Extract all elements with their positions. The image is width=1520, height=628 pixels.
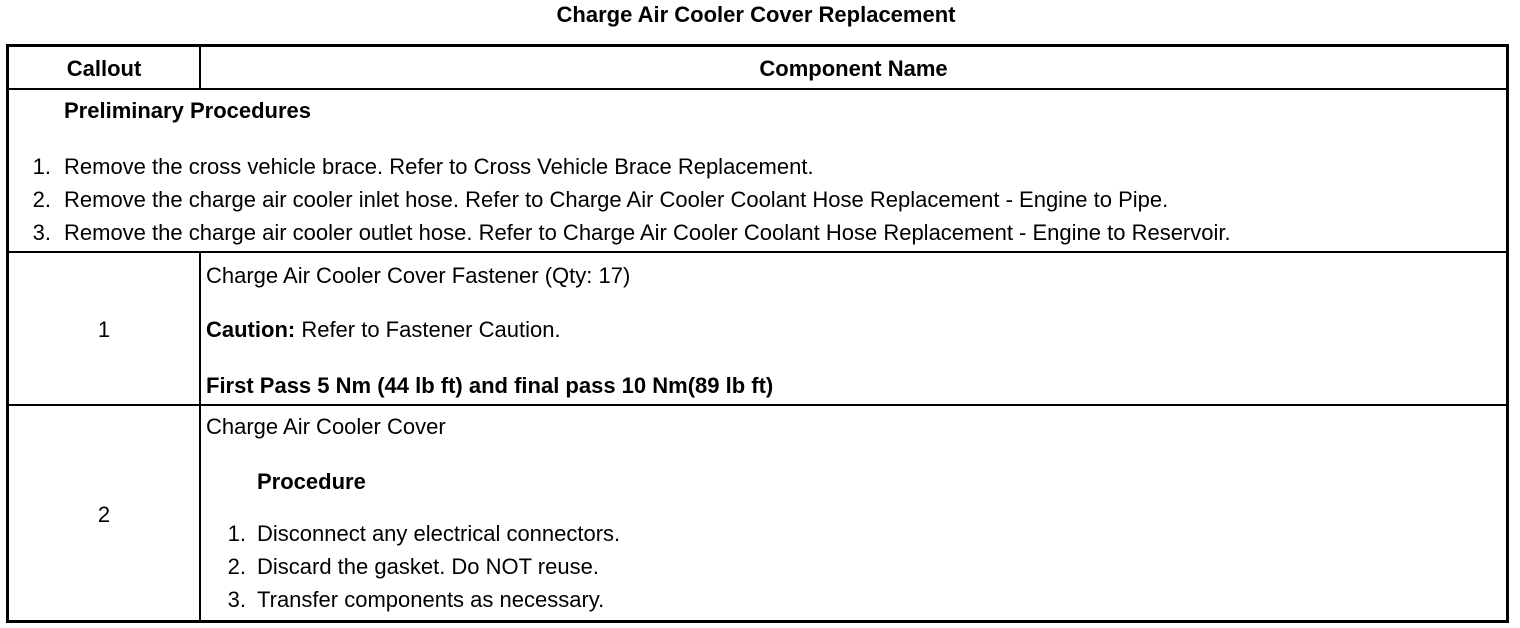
component-name: Charge Air Cooler Cover Fastener (Qty: 17)	[206, 263, 631, 288]
callout-number: 2	[97, 502, 111, 527]
table-row: 2 Charge Air Cooler Cover Procedure 1. Disconnect any electrical connectors. 2. Discard the gasket. Do NOT reuse. 3. Transfer components as necessary.	[9, 406, 1506, 620]
column-divider	[199, 406, 201, 620]
table-header	[9, 47, 1506, 90]
header-component-name: Component Name	[759, 56, 948, 81]
torque-spec: First Pass 5 Nm (44 lb ft) and final pass 10 Nm(89 lb ft)	[206, 373, 774, 398]
header-callout: Callout	[66, 56, 142, 81]
column-divider	[199, 253, 201, 404]
table-row	[9, 253, 1506, 406]
component-name: Charge Air Cooler Cover	[206, 414, 446, 439]
component-table	[6, 44, 1509, 623]
callout-number: 1	[97, 317, 111, 342]
page-title: Charge Air Cooler Cover Replacement	[556, 2, 956, 27]
preliminary-heading: Preliminary Procedures	[64, 98, 312, 123]
preliminary-procedures: Preliminary Procedures 1. Remove the cross vehicle brace. Refer to Cross Vehicle Brace Replacement. 2. Remove the charge air cooler inlet hose. Refer to Charge Air Cooler Coolant Hose Replacement - Engine to Pipe. 3. Remove the charge air cooler outlet hose. Refer to Charge Air Cooler Coolant Hose Replacement - Engine to Reservoir.	[9, 90, 1506, 253]
procedure-heading: Procedure	[257, 469, 366, 494]
caution-note: Caution: Refer to Fastener Caution.	[206, 317, 561, 342]
